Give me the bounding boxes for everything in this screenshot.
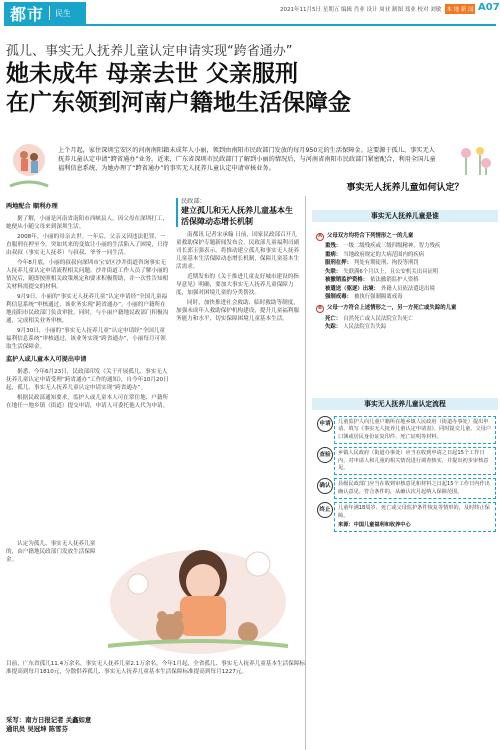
condition-label: 失踪： [325, 324, 342, 330]
condition-row [316, 252, 494, 260]
article-column-1 [6, 198, 170, 540]
dateline: 2021年11月5日 星期五 编辑 肖业 设计 周业 制图 郑业 校对 刘敏 [280, 7, 442, 13]
condition-label: 重病： [325, 251, 342, 258]
process-step [316, 502, 496, 532]
paragraph: 根据民政部通知要求，监护人或儿童本人可在常住地、户籍所在地任一地乡镇（街道）提交申请，申请人可委托他人代为申请。 [6, 395, 169, 409]
callout-title: 建立孤儿和无人抚养儿童基本生活保障动态增长机制 [181, 206, 293, 226]
condition-text: 人民法院宣告失踪 [343, 324, 387, 330]
marker-b-icon: B [316, 305, 324, 313]
step-label: 终止 [317, 502, 333, 518]
paragraph: 今年8月底，小丽的叔叔向深圳市宝安区沙井街道咨询事实无人抚养儿童认定申请流程相关问题。沙井街道工作人员了解小丽的情况后，随即按照相关政策规定和要求积极帮助，并一次性告知相关材料需提交的材料。 [6, 260, 169, 290]
paragraph: 近期发布的《关于推进儿童友好城市建设的指导意见》明确，要加大事实无人抚养儿童保障力度，加强对困境儿童的分类帮扶。 [176, 274, 299, 296]
condition-text: 自然死亡或人民法院宣告死亡 [343, 315, 414, 322]
process-step [316, 416, 496, 444]
paragraph: 据了解，小丽是河南省南阳市西峡县人，因父母在深圳打工，她便从小随父母来到深圳生活。 [6, 216, 169, 230]
edition-badge: 本 地 新 闻 [445, 4, 475, 14]
condition-row [316, 243, 494, 251]
process-step [316, 447, 496, 475]
callout-box [176, 198, 300, 227]
condition-label: 重残： [325, 243, 342, 249]
headline-line-1: 她未成年 母亲去世 父亲服刑 [6, 61, 299, 87]
callout-label: 民政部： [181, 198, 206, 205]
condition-text: 失联满6个月以上，且公安机关出具证明 [343, 268, 439, 275]
paragraph: 同时，加快推进社会救助、临时救助等制度，加强未成年人救助保护机构建设，提升儿童福利服务能力和水平，切实保障困境儿童基本生活。 [176, 300, 300, 322]
condition-text: 外籍人员依法遣送出境 [380, 285, 435, 292]
condition-b-title: 父母一方符合上述情形之一，另一方死亡或失踪的儿童 [327, 304, 457, 311]
section-logo [4, 2, 86, 24]
paragraph: 南都讯 记者宋承翰 日前，国家民政部召开儿童救助保护专题新闻发布会，民政部儿童福利司副司长郭玉强表示，将推动建立孤儿和事实无人抚养儿童基本生活保障动态增长机制，保障儿童基本生活需求。 [176, 232, 300, 270]
condition-row [316, 316, 494, 324]
article-bottom-text: 目前，广东省孤儿11.4万余名，事实无人抚养儿童2.1万余名。今年1月起，全省孤儿、事实无人抚养儿童基本生活保障标准提高到每月1810元，分散供养孤儿、事实无人抚养儿童基本生活保障标准提高到每月1227元。 [6, 661, 306, 675]
condition-row [316, 277, 494, 285]
step-text [334, 502, 496, 532]
condition-a-head [316, 233, 494, 241]
condition-label: 被撤销监护资格： [325, 277, 369, 283]
marker-a-icon: A [316, 233, 324, 241]
step-label: 确认 [317, 478, 333, 494]
masthead-rule [4, 24, 496, 26]
article-credits [6, 716, 91, 734]
subheading-applicant: 监护人或儿童本人可提出申请 [6, 356, 87, 363]
family-scene-icon [6, 140, 52, 192]
step-tag [316, 447, 334, 475]
condition-a-title: 父母双方均符合下列情形之一的儿童 [327, 233, 414, 239]
step-label: 查验 [317, 447, 333, 463]
paragraph: 认定为孤儿、事实无人抚养儿童的，由户籍地民政部门发放生活保障金。 [6, 541, 96, 563]
conditions-header: 事实无人抚养儿童是谁 [312, 210, 498, 222]
condition-label: 被遣送（驱逐）出境： [325, 285, 379, 292]
credits-correspondents: 通讯员 吴冠坤 陈雪芬 [6, 725, 68, 733]
article-kicker: 孤儿、事实无人抚养儿童认定申请实现“跨省通办” [6, 44, 293, 59]
article-column-1-continued [6, 540, 96, 660]
condition-text: 当地政府规定的大病范围内的疾病 [343, 251, 425, 258]
condition-row [316, 294, 494, 302]
step-tag [316, 502, 334, 532]
masthead [0, 0, 500, 24]
subheading-cooperation: 两地配合 顺利办理 [6, 203, 58, 210]
step-label: 申请 [317, 416, 333, 432]
child-with-teddy-illustration [98, 524, 298, 658]
process-header: 事实无人抚养儿童认定流程 [312, 398, 498, 410]
sidebar-infographic [312, 178, 498, 750]
condition-label: 服刑在押： [325, 260, 352, 266]
paragraph: 据悉，今年6月23日，民政部印发《关于开展孤儿、事实无人抚养儿童认定申请受理“跨省通办”工作的通知》，自今年10月20日起，孤儿、事实无人抚养儿童认定申请实现“跨省通办”。 [6, 369, 169, 391]
condition-b-head [316, 305, 494, 313]
condition-row [316, 260, 494, 268]
condition-label: 失联： [325, 268, 342, 275]
condition-text: 被执行强制隔离戒毒 [353, 294, 403, 300]
step-text: 县级民政部门应当在收到审核意见和材料之日起15个工作日内作出确认意见。符合条件的，从确认次月起纳入保障范围。 [334, 478, 496, 499]
step-text-body: 儿童年满18周岁、死亡或父母监护条件恢复等情形的，及时终止保障。 [338, 505, 490, 519]
condition-text: 判处有期徒刑、拘役等刑罚 [353, 260, 419, 266]
step-tag [316, 478, 334, 499]
process-step [316, 478, 496, 499]
section-name: 都市 [10, 4, 45, 24]
headline-line-2: 在广东领到河南户籍地生活保障金 [6, 90, 351, 116]
paragraph: 2008年，小丽的母亲去世。一年后，父亲又因违法犯罪，一直服刑在押至今。突如其来的变故让小丽的生活陷入了困境，只得由叔叔（事实无人抚养）与叔叔、爷爷一同生活。 [6, 234, 169, 256]
column-divider [305, 196, 306, 750]
condition-text: 一级二级残疾或三级四级精神、智力残疾 [343, 243, 441, 249]
logo-divider [49, 6, 50, 20]
step-text: 乡镇人民政府（街道办事处）应当在收到申请之日起15个工作日内，对申请人和儿童的相关情况进行调查核实，并提出初步审核意见。 [334, 447, 496, 475]
paragraph: 9月9日，小丽的“事实无人抚养儿童”认定申请经“全国儿童福利信息系统”审核通过，该业务实现“跨省通办”。小丽的户籍所在地南阳市民政部门负责审批，同时，与小丽户籍地民政部门积极沟通，完成相关业务审核。 [6, 294, 169, 324]
condition-label: 强制戒毒： [325, 294, 352, 300]
credits-writer: 采写：南方日报记者 关鑫如意 [6, 716, 92, 724]
article-headline [6, 60, 351, 118]
article-column-2 [176, 198, 300, 518]
paragraph: 9月30日，小丽的“事实无人抚养儿童”认定申请经“全国儿童福利信息系统”审核通过，该业务实现“跨省通办”，小丽每月可领取生活保障金。 [6, 328, 166, 350]
process-steps [316, 416, 496, 535]
step-text: 儿童监护人向儿童户籍所在地乡镇人民政府（街道办事处）提出申请，填写《事实无人抚养儿童认定申请表》，同时提交儿童、父母户口簿或居民身份证复印件、死亡证明等材料。 [334, 416, 496, 444]
article-lead: 上个月起，家住深圳宝安区的河南南阳籍未成年人小丽，领到由南阳市民政部门发放的每月950元的生活保障金。这要源于孤儿、事实无人抚养儿童认定申请“跨省通办”业务。近来，广东省深圳市民政部门了解到小丽的情况后，与河南省南阳市民政部门紧密配合，利用全国儿童福利信息系统，为她办理了“跨省通办”的事实无人抚养儿童认定申请审核业务。 [58, 147, 436, 172]
condition-text: 依法撤销监护人资格 [370, 277, 419, 283]
source-note: 来源：中国儿童福利和收养中心 [338, 522, 411, 529]
condition-label: 死亡： [325, 315, 342, 322]
step-tag [316, 416, 334, 444]
conditions-list [316, 230, 494, 333]
condition-row [316, 324, 494, 332]
condition-row [316, 286, 494, 294]
flower-decoration-icon [454, 143, 494, 177]
section-subname: 民生 [55, 8, 72, 18]
page-number: A07 [478, 2, 500, 13]
sidebar-question: 事实无人抚养儿童如何认定？ [346, 183, 464, 193]
condition-row [316, 269, 494, 277]
